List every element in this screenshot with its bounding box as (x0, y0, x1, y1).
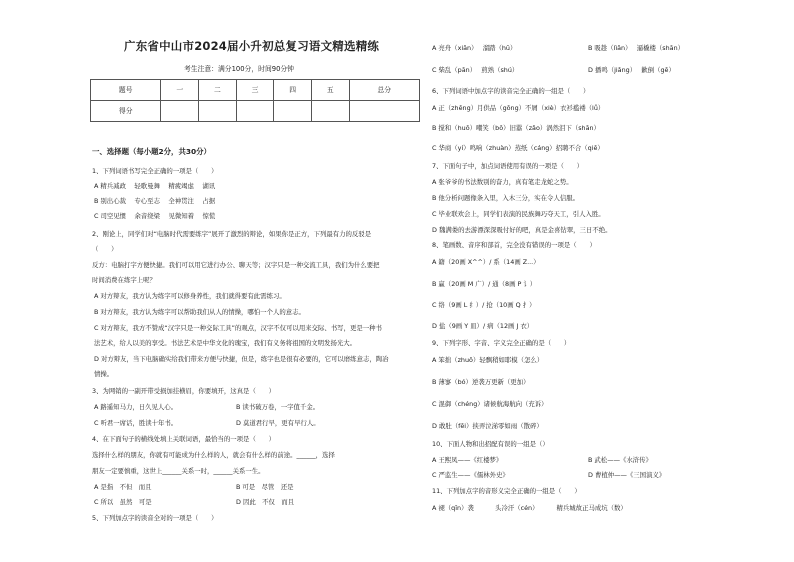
question-option: B 读书破万卷，一字值千金。 (236, 403, 320, 411)
score-row-label: 得分 (91, 101, 161, 122)
question-option: C 络（9画 L 纟）/ 抢（10画 Q 扌） (432, 301, 536, 309)
question-option: C 对方辩友，我方不赞成“汉字只是一种交际工具”的观点，汉字不仅可以用来交际、书写，更是一种书 (94, 324, 382, 332)
question-option: B 吸趁（lìān） 逼橇楼（shān） (588, 44, 685, 52)
question-option: C 华商（yí）鸣响（zhuàn）蒸纸（cáng）招聘不合（qiē） (432, 144, 604, 152)
question-option: B 薄寥（bó）逆袭万更新（更加） (432, 378, 530, 386)
question-option: B 搅和（huō）嘲笑（bō）旧嚣（zǎo）涡然泪下（shān） (432, 124, 600, 132)
question-option: C 柴乱（pān） 煎熟（shú） (432, 66, 519, 74)
question-option: A 籍（20画 X^^）/ 系（14画 Z...） (432, 258, 540, 266)
question-option: B 别出心裁 专心至志 全神贯注 占据 (94, 197, 216, 205)
score-table (90, 79, 420, 122)
question-option: C 严监生——《儒林外史》 (432, 471, 509, 479)
question-6: 6、下列词语中加点字的读音完全正确的一组是（ ） (432, 87, 590, 95)
score-input-cell[interactable] (161, 101, 199, 122)
score-input-cell[interactable] (274, 101, 312, 122)
question-option: C 混御（chéng）诸候航海航向（充诉） (432, 400, 548, 408)
question-5: 5、下列加点字的读音全对的一项是（ ） (92, 514, 218, 522)
score-cell: 一 (161, 80, 199, 101)
question-option: A 褪（qīn）袭 头冷汗（cén） 精兵城故正马成坑（数） (432, 504, 627, 512)
score-input-cell[interactable] (236, 101, 274, 122)
question-1: 1、下列词语书写完全正确的一项是（ ） (92, 167, 218, 175)
question-option-line: 情操。 (94, 370, 114, 378)
question-option: D 因此 不仅 而且 (236, 498, 295, 506)
question-7: 7、下面句子中，加点词语使用有误的一项是（ ） (432, 162, 584, 170)
question-option: D 曹植仲——《三国演义》 (588, 471, 666, 479)
score-cell: 总分 (349, 80, 419, 101)
section-heading: 一、选择题（每小题2分，共30分） (92, 147, 211, 156)
question-option: A 王熙凤——《红楼梦》 (432, 456, 503, 464)
question-option: B 武松——《水浒传》 (588, 456, 652, 464)
question-option: C 听君一席话，胜读十年书。 (94, 419, 178, 427)
question-option: D 敢肚（fēi）挟弄泣涕零如雨（散碎） (432, 422, 543, 430)
question-option: D 播鸣（jiǎng） 歉倒（gē） (588, 66, 675, 74)
score-cell: 五 (311, 80, 349, 101)
exam-notice: 考生注意：满分100分，时间90分钟 (184, 65, 294, 73)
score-cell: 题号 (91, 80, 161, 101)
score-input-cell[interactable] (311, 101, 349, 122)
question-2: 2、刚论上，同学们对“电脑时代需要练字”展开了激烈的辩论，如果你是正方，下列最有力的反驳是 (92, 230, 372, 238)
question-10: 10、下面人物和出招配有误的一组是（） (432, 440, 549, 448)
page-title: 广东省中山市2024届小升初总复习语文精选精练 (124, 39, 380, 53)
right-column (432, 0, 732, 562)
question-2-line: 时间消费在练字上呢？ (92, 276, 156, 284)
question-option: A 正（zhēng）月供品（gōng）不屑（xiè）衣衫褴褛（lǚ） (432, 104, 605, 112)
score-cell: 三 (236, 80, 274, 101)
question-option: A 亮舟（xiān） 溜踏（hū） (432, 44, 517, 52)
question-11: 11、下列加点字的音形义完全正确的一组是（ ） (432, 487, 581, 495)
question-option: D 盐（9画 Y 皿）/ 病（12画 J 衣） (432, 322, 534, 330)
score-cell: 二 (199, 80, 237, 101)
score-table-score-row (91, 101, 420, 122)
question-option: A 对方辩友，我方认为练字可以修身养性，我们就得要有此需练习。 (94, 292, 286, 300)
question-4-line: 选择什么样的朋友，你就有可能成为什么样的人，就会有什么样的前途。______，选择 (92, 451, 335, 459)
question-option: D 莫道君行早，更有早行人。 (236, 419, 320, 427)
question-2-line: （ ） (92, 245, 118, 253)
score-input-cell[interactable] (349, 101, 419, 122)
question-option: C 毕业联欢会上，同学们表演的民族舞巧夺天工，引人入胜。 (432, 210, 605, 218)
question-option: B 他分析问题像条入里，入木三分，实在令人信服。 (432, 194, 580, 202)
score-cell: 四 (274, 80, 312, 101)
question-option: A 张爷爷的书法数别的奋力，真有笔走龙蛇之势。 (432, 178, 573, 186)
question-2-line: 反方：电脑打字方便快捷。我们可以用它进行办公、聊天等；汉字只是一种交流工具，我们为什么要把 (92, 261, 380, 269)
question-option: B 可是 尽管 还是 (236, 483, 294, 491)
score-table-header-row (91, 80, 420, 101)
question-4-line: 朋友一定要慎重，这世上______关系一时，______关系一生。 (92, 467, 265, 475)
question-option: A 笨拙（zhuō）轻飘稍如耶模（怎么） (432, 356, 544, 364)
question-option-line: 法艺术，给人以美的享受。书法艺术是中华文化的瑰宝，我们有义务将祖国的文明发扬光大。 (94, 339, 357, 347)
question-option: D 魏满娄的去游漂深深吸付好的吧，真是金喜钻翠，三日不绝。 (432, 226, 612, 234)
question-option: C 所以 虽然 可是 (94, 498, 152, 506)
question-option: C 司空见惯 余音绕梁 见微知着 惊慌 (94, 212, 216, 220)
question-4: 4、在下面句子的横线处填上关联词语，最恰当的一项是（ ） (92, 435, 276, 443)
left-column (88, 0, 423, 562)
question-option: B 对方辩友，我方认为练字可以帮助我们从人的情操，哪怕一个人的意志。 (94, 308, 305, 316)
question-option: D 对方辩友，当下电脑确实给我们带来方便与快捷，但是，练字也是很有必要的，它可以磨练意志，陶冶 (94, 355, 389, 363)
question-option: B 赢（20画 M 广）/ 通（8画 P 讠） (432, 280, 537, 288)
question-3: 3、为网销的一副开带受损加挂横眉，你要填开，这真是（ ） (92, 387, 276, 395)
question-option: A 路遥知马力，日久见人心。 (94, 403, 178, 411)
question-option: A 是指 不但 而且 (94, 483, 152, 491)
score-input-cell[interactable] (199, 101, 237, 122)
question-8: 8、笔画数、音序和部首，完全没有错误的一项是（ ） (432, 241, 596, 249)
question-9: 9、下列字形、字音、字义完全正确的是（ ） (432, 339, 571, 347)
question-option: A 精兵减政 轻歌曼舞 精疲竭虑 湖讯 (94, 182, 216, 190)
